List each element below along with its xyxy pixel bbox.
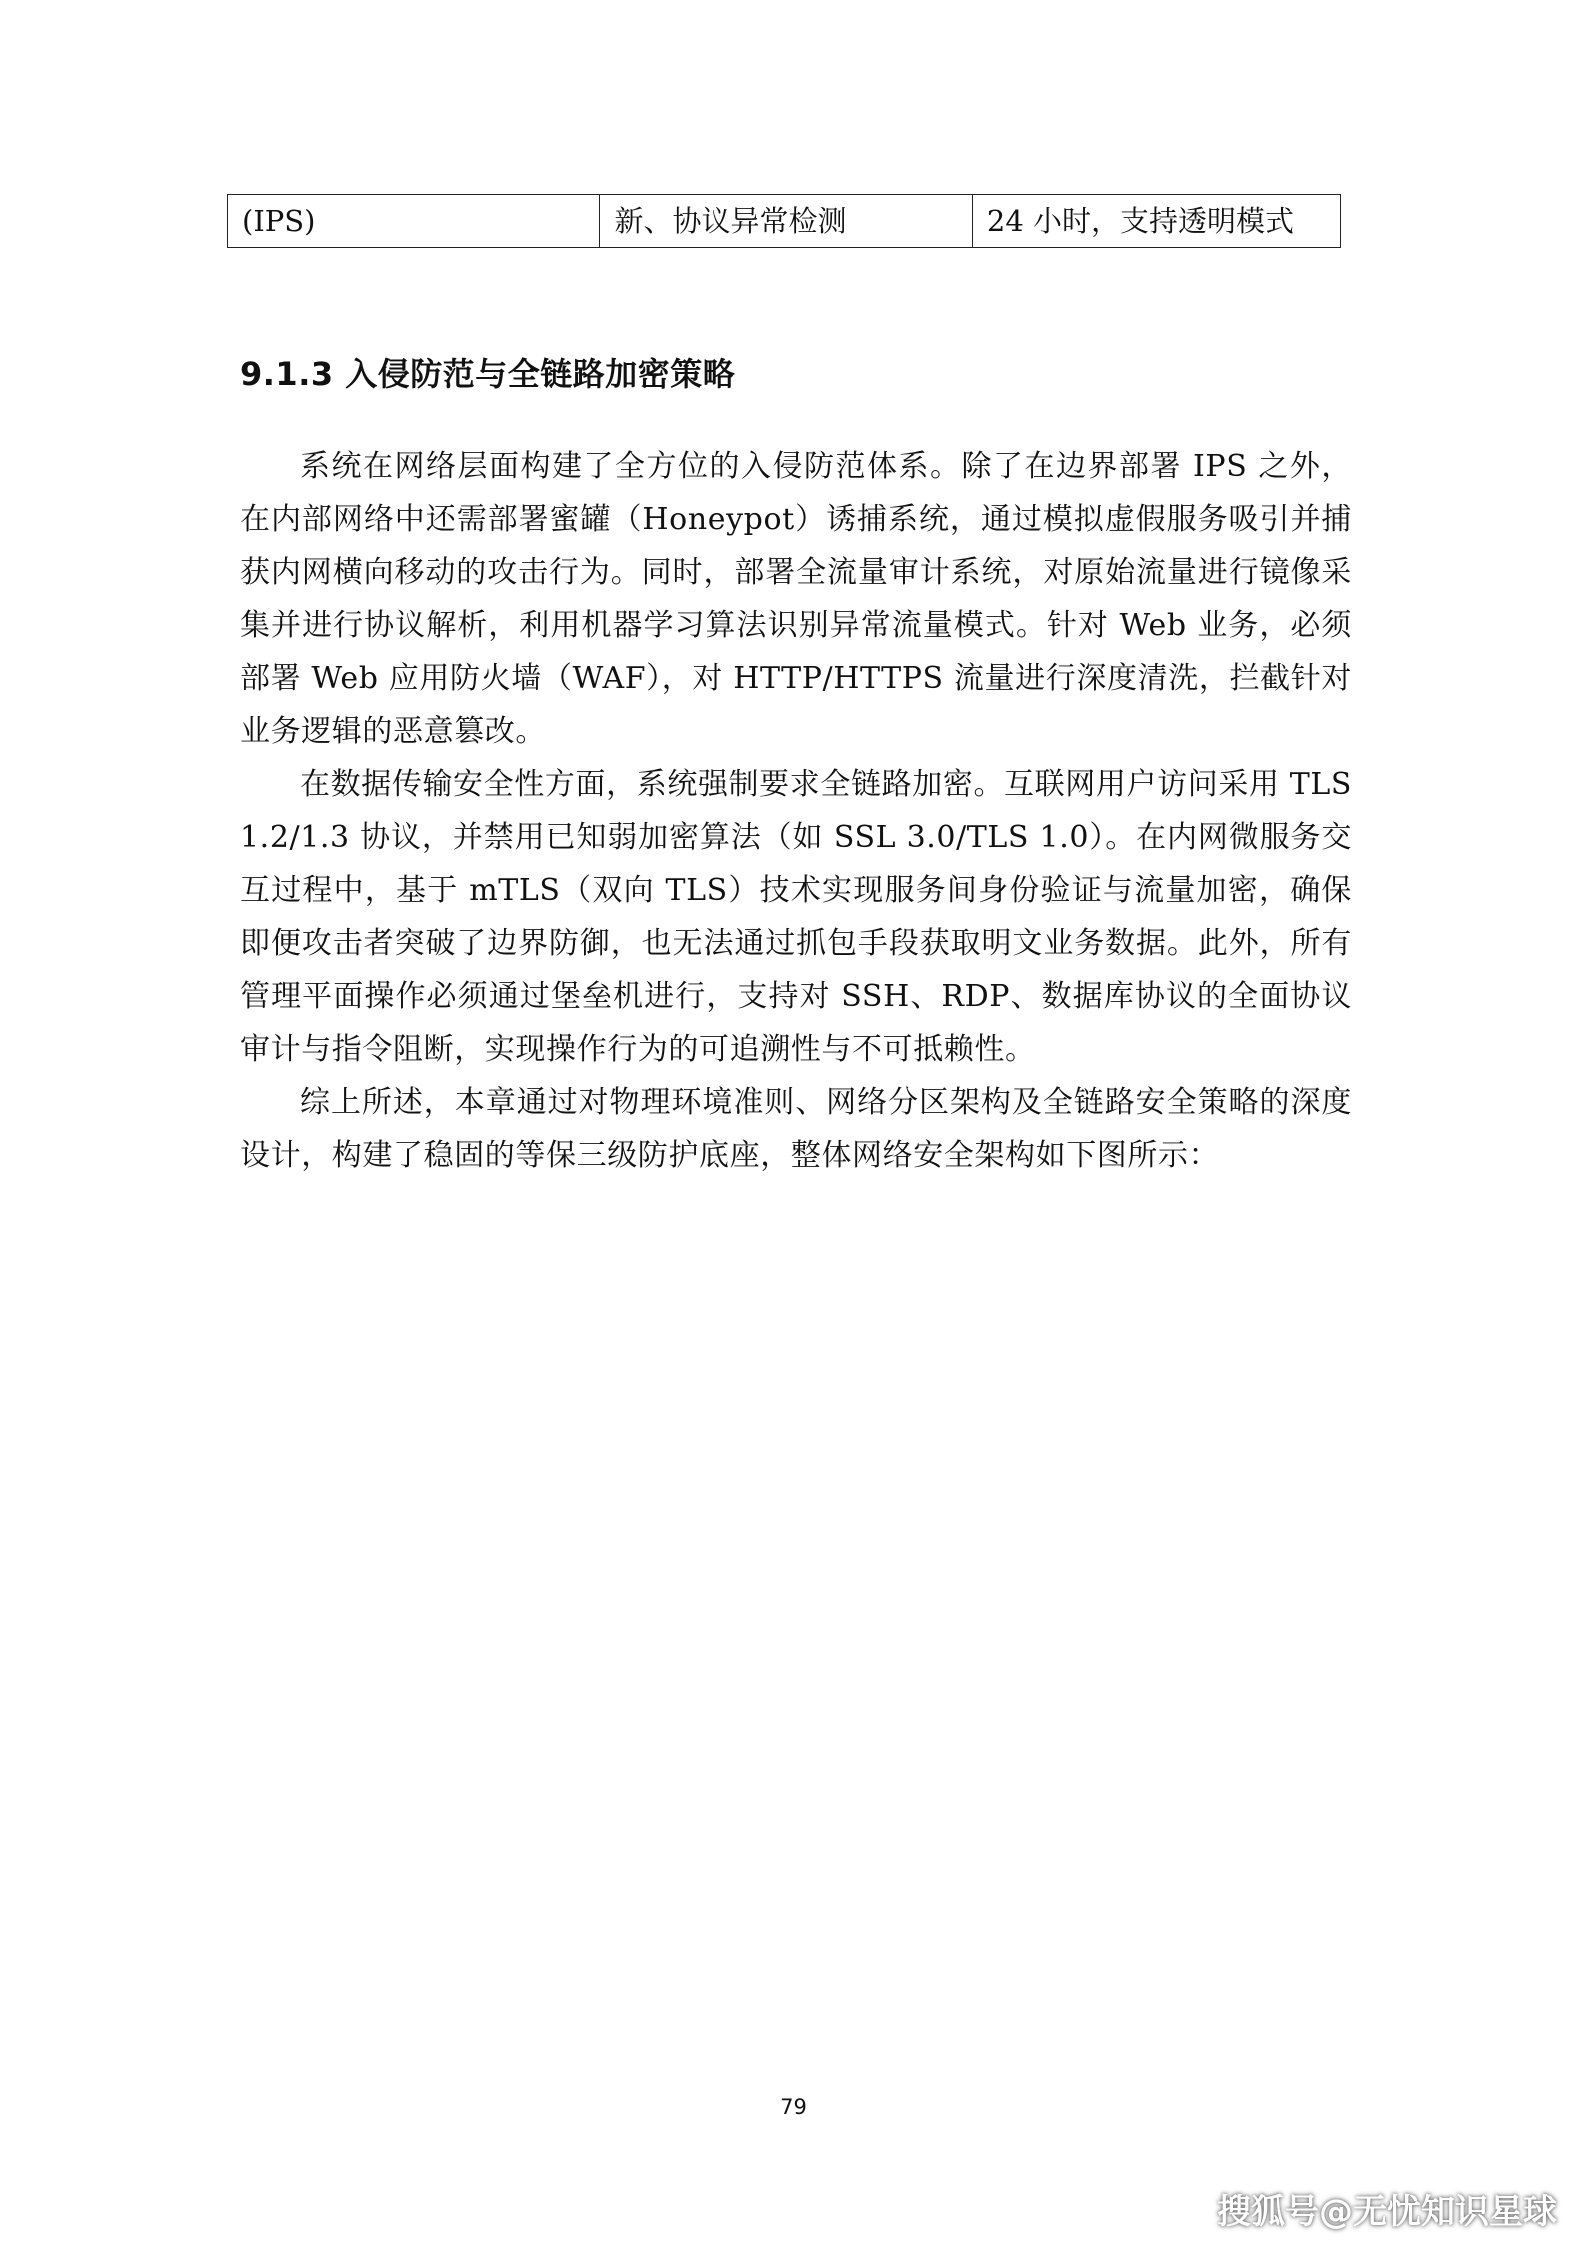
paragraph: 综上所述，本章通过对物理环境准则、网络分区架构及全链路安全策略的深度设计，构建了稳固的等保三级防护底座，整体网络安全架构如下图所示： [240, 1085, 1352, 1173]
table-cell: 新、协议异常检测 [600, 195, 972, 248]
watermark: 搜狐号@无忧知识星球 [1217, 2192, 1557, 2232]
table-fragment [227, 194, 1341, 248]
section-body [240, 440, 1352, 1182]
table-cell: 24 小时，支持透明模式 [972, 195, 1340, 248]
paragraph: 在数据传输安全性方面，系统强制要求全链路加密。互联网用户访问采用 TLS 1.2/1.3 协议，并禁用已知弱加密算法（如 SSL 3.0/TLS 1.0）。在内网微服务交互过程中，基于 mTLS（双向 TLS）技术实现服务间身份验证与流量加密，确保即便攻击者突破了边界防御，也无法通过抓包手段获取明文业务数据。此外，所有管理平面操作必须通过堡垒机进行，支持对 SSH、RDP、数据库协议的全面协议审计与指令阻断，实现操作行为的可追溯性与不可抵赖性。 [240, 767, 1352, 1067]
paragraph: 系统在网络层面构建了全方位的入侵防范体系。除了在边界部署 IPS 之外，在内部网络中还需部署蜜罐（Honeypot）诱捕系统，通过模拟虚假服务吸引并捕获内网横向移动的攻击行为。同时，部署全流量审计系统，对原始流量进行镜像采集并进行协议解析，利用机器学习算法识别异常流量模式。针对 Web 业务，必须部署 Web 应用防火墙（WAF），对 HTTP/HTTPS 流量进行深度清洗，拦截针对业务逻辑的恶意篡改。 [240, 449, 1352, 749]
page-number: 79 [780, 2095, 807, 2119]
section-heading: 9.1.3 入侵防范与全链路加密策略 [240, 355, 736, 393]
table-row [228, 195, 1341, 248]
table-cell: (IPS) [228, 195, 600, 248]
